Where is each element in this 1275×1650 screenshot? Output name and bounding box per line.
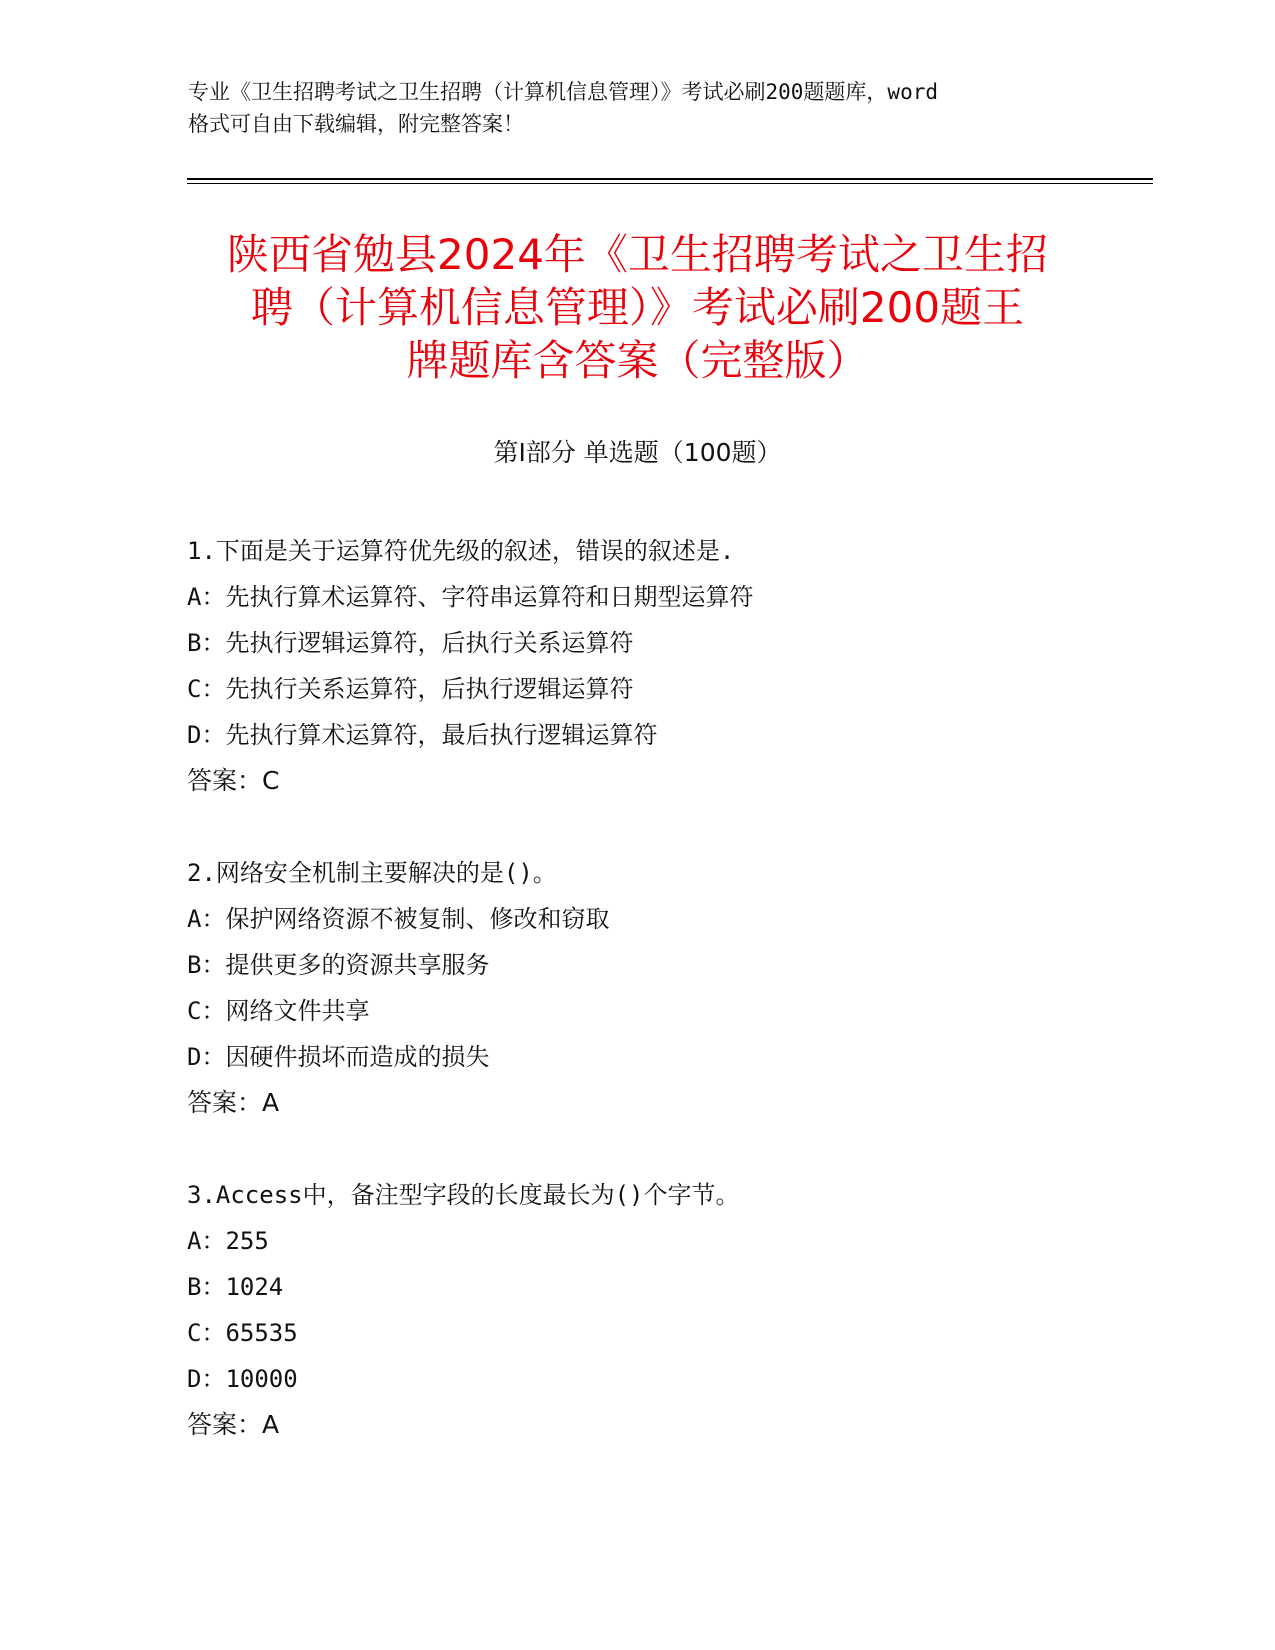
question-item: [187, 528, 1147, 804]
option-c: C：网络文件共享: [187, 997, 370, 1025]
option-a: A：255: [187, 1227, 269, 1255]
option-d: D：10000: [187, 1365, 298, 1393]
document-title-line-2: 聘（计算机信息管理）》考试必刷200题王: [250, 283, 1025, 332]
header-divider-thin: [187, 183, 1153, 184]
answer-line: 答案：C: [187, 766, 280, 795]
section-title: 第Ⅰ部分 单选题（100题）: [493, 438, 782, 467]
question-item: [187, 850, 1147, 1126]
answer-line: 答案：A: [187, 1410, 280, 1439]
question-stem: 1.下面是关于运算符优先级的叙述，错误的叙述是.: [187, 537, 735, 565]
option-d: D：先执行算术运算符，最后执行逻辑运算符: [187, 721, 658, 749]
question-item: [187, 1172, 1147, 1448]
header-note-line-2: 格式可自由下载编辑，附完整答案！: [188, 112, 524, 136]
option-b: B：提供更多的资源共享服务: [187, 951, 490, 979]
header-note-line-1: 专业《卫生招聘考试之卫生招聘（计算机信息管理）》考试必刷200题题库，word: [188, 80, 938, 104]
option-d: D：因硬件损坏而造成的损失: [187, 1043, 490, 1071]
option-c: C：先执行关系运算符，后执行逻辑运算符: [187, 675, 634, 703]
document-title: [180, 228, 1095, 387]
question-stem: 3.Access中，备注型字段的长度最长为()个字节。: [187, 1181, 740, 1209]
option-b: B：1024: [187, 1273, 284, 1301]
option-a: A：先执行算术运算符、字符串运算符和日期型运算符: [187, 583, 754, 611]
answer-line: 答案：A: [187, 1088, 280, 1117]
document-title-line-3: 牌题库含答案（完整版）: [406, 336, 869, 385]
header-note: [188, 76, 1088, 140]
document-title-line-1: 陕西省勉县2024年《卫生招聘考试之卫生招: [227, 230, 1048, 279]
question-list: [187, 528, 1147, 1494]
header-divider-thick: [187, 178, 1153, 180]
option-b: B：先执行逻辑运算符，后执行关系运算符: [187, 629, 634, 657]
question-stem: 2.网络安全机制主要解决的是()。: [187, 859, 557, 887]
option-c: C：65535: [187, 1319, 298, 1347]
option-a: A：保护网络资源不被复制、修改和窃取: [187, 905, 610, 933]
